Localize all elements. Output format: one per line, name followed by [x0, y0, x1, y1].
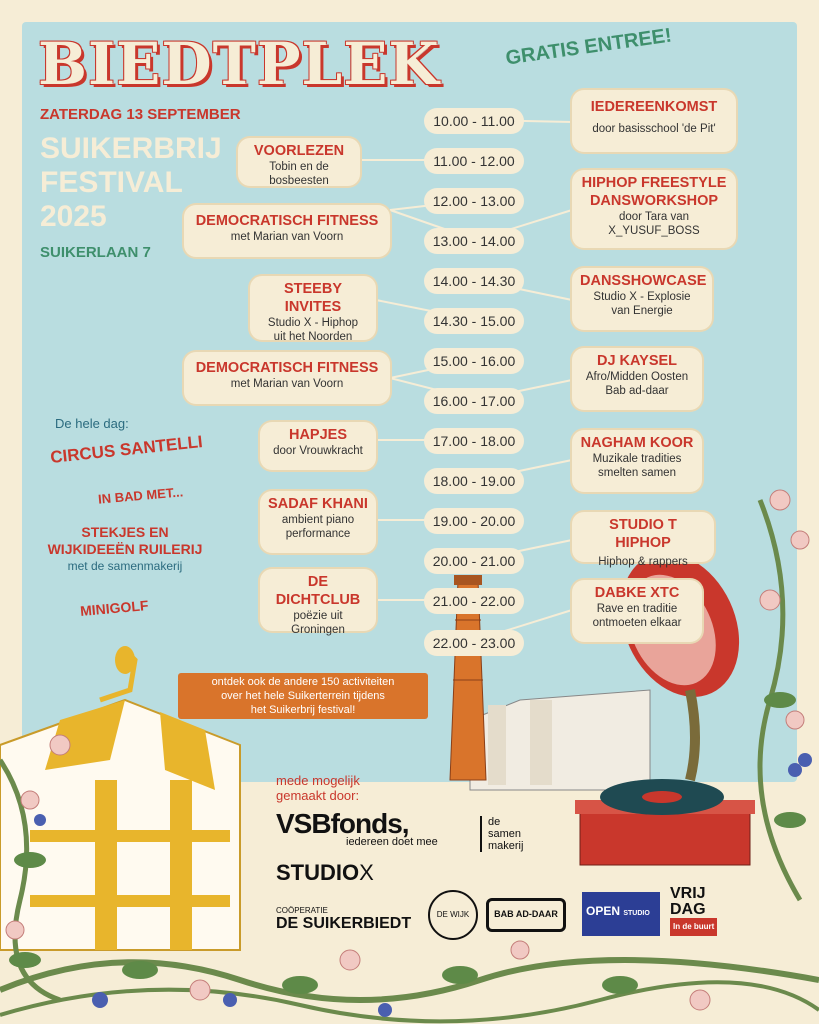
event-title: DEMOCRATISCH FITNESS	[195, 360, 379, 376]
free-entry-label: GRATIS ENTREE!	[504, 24, 674, 70]
event-subtitle: ontmoeten elkaar	[592, 617, 682, 629]
event-card-dansshowcase	[572, 268, 712, 330]
event-card-dabke-xtc	[572, 580, 702, 642]
event-title: IEDEREENKOMST	[590, 99, 718, 115]
event-subtitle: Muzikale tradities	[592, 453, 682, 465]
time-slot: 19.00 - 20.00	[424, 508, 524, 534]
suikerbiedt-logo: COÖPERATIE DE SUIKERBIEDT	[276, 906, 412, 932]
event-subtitle: door Vrouwkracht	[273, 445, 363, 457]
time-slot: 14.00 - 14.30	[424, 268, 524, 294]
event-title: NAGHAM KOOR	[580, 435, 694, 451]
event-card-democratisch-fitness	[184, 205, 390, 257]
event-subtitle: Studio X - Hiphop	[267, 317, 359, 329]
event-date: ZATERDAG 13 SEPTEMBER	[40, 106, 241, 123]
time-slot: 10.00 - 11.00	[424, 108, 524, 134]
event-subtitle: uit het Noorden	[273, 331, 353, 343]
event-card-studio-t-hiphop	[572, 512, 714, 568]
time-slot: 11.00 - 12.00	[424, 148, 524, 174]
festival-name: SUIKERBRIJ FESTIVAL 2025	[40, 132, 222, 233]
event-address: SUIKERLAAN 7	[40, 244, 151, 261]
event-title: DABKE XTC	[594, 585, 680, 601]
event-title: VOORLEZEN	[253, 143, 345, 159]
event-subtitle: Bab ad-daar	[605, 385, 669, 397]
time-slot: 14.30 - 15.00	[424, 308, 524, 334]
event-subtitle: Afro/Midden Oosten	[585, 371, 689, 383]
event-card-voorlezen	[238, 138, 360, 186]
time-slot: 15.00 - 16.00	[424, 348, 524, 374]
vrijdag-logo: VRIJ DAG In de buurt	[670, 886, 717, 936]
event-subtitle: Studio X - Explosie	[593, 291, 691, 303]
time-slot: 18.00 - 19.00	[424, 468, 524, 494]
event-title: DANSSHOWCASE	[580, 273, 707, 289]
event-title: BIEDTPLEK	[38, 30, 440, 98]
time-slot: 16.00 - 17.00	[424, 388, 524, 414]
de-wijk-logo: DE WIJK	[428, 890, 478, 940]
event-title: DEMOCRATISCH FITNESS	[195, 213, 379, 229]
activity-circus: CIRCUS SANTELLI	[49, 432, 204, 467]
sponsors-label: mede mogelijk gemaakt door:	[276, 773, 360, 803]
event-title-line2: DANSWORKSHOP	[589, 193, 719, 209]
event-card-steeby-invites	[250, 276, 376, 343]
event-subtitle: Groningen	[291, 624, 345, 636]
event-title: STEEBY INVITES	[283, 281, 342, 315]
time-slot: 17.00 - 18.00	[424, 428, 524, 454]
event-title: HAPJES	[288, 427, 348, 443]
event-title: DE DICHTCLUB	[275, 574, 361, 608]
event-title: STUDIO T HIPHOP	[609, 517, 677, 551]
event-card-democratisch-fitness-2	[184, 352, 390, 404]
time-slot: 12.00 - 13.00	[424, 188, 524, 214]
event-subtitle: van Energie	[611, 305, 673, 317]
event-subtitle: door Tara van	[618, 211, 690, 223]
activity-stekjes: STEKJES EN WIJKIDEEËN RUILERIJ met de samenmakerij	[47, 524, 203, 573]
bab-ad-daar-logo: BAB AD-DAAR	[486, 898, 566, 932]
time-slot: 20.00 - 21.00	[424, 548, 524, 574]
studiox-logo: STUDIOX	[276, 860, 374, 885]
event-subtitle: performance	[285, 528, 351, 540]
event-subtitle: poëzie uit	[293, 610, 343, 622]
event-subtitle: door basisschool 'de Pit'	[592, 123, 716, 135]
vsbfonds-logo: VSBfonds, iedereen doet mee	[276, 808, 438, 848]
activity-minigolf: MINIGOLF	[79, 597, 150, 619]
event-card-nagham-koor	[572, 430, 702, 492]
event-subtitle: ambient piano	[281, 514, 355, 526]
samenmakerij-logo: de samen makerij	[480, 816, 523, 852]
open-studio-logo: OPEN STUDIO	[582, 892, 660, 936]
event-card-dj-kaysel	[572, 348, 702, 410]
event-card-hiphop-freestyle	[572, 170, 736, 248]
event-subtitle: met Marian van Voorn	[230, 231, 344, 243]
event-card-hapjes	[260, 422, 376, 470]
event-subtitle: Tobin en de bosbeesten	[269, 161, 329, 187]
activity-bath: IN BAD MET...	[97, 484, 184, 507]
event-subtitle: X_YUSUF_BOSS	[608, 225, 700, 237]
event-title: HIPHOP FREESTYLE	[581, 175, 727, 191]
event-title: DJ KAYSEL	[596, 353, 678, 369]
event-subtitle: Rave en traditie	[596, 603, 678, 615]
event-card-sadaf-khani	[260, 491, 376, 553]
event-subtitle: met Marian van Voorn	[230, 378, 344, 390]
time-slot: 13.00 - 14.00	[424, 228, 524, 254]
event-title: SADAF KHANI	[268, 496, 368, 512]
event-card-iedereenkomst	[572, 90, 736, 152]
event-card-de-dichtclub	[260, 569, 376, 636]
event-subtitle: Hiphop & rappers	[598, 556, 688, 568]
all-day-label: De hele dag:	[55, 416, 129, 431]
event-subtitle: smelten samen	[598, 467, 676, 479]
activities-notice: ontdek ook de andere 150 activiteiten over het hele Suikerterrein tijdens het Suikerbrij festival!	[178, 673, 428, 719]
time-slot: 22.00 - 23.00	[424, 630, 524, 656]
time-slot: 21.00 - 22.00	[424, 588, 524, 614]
